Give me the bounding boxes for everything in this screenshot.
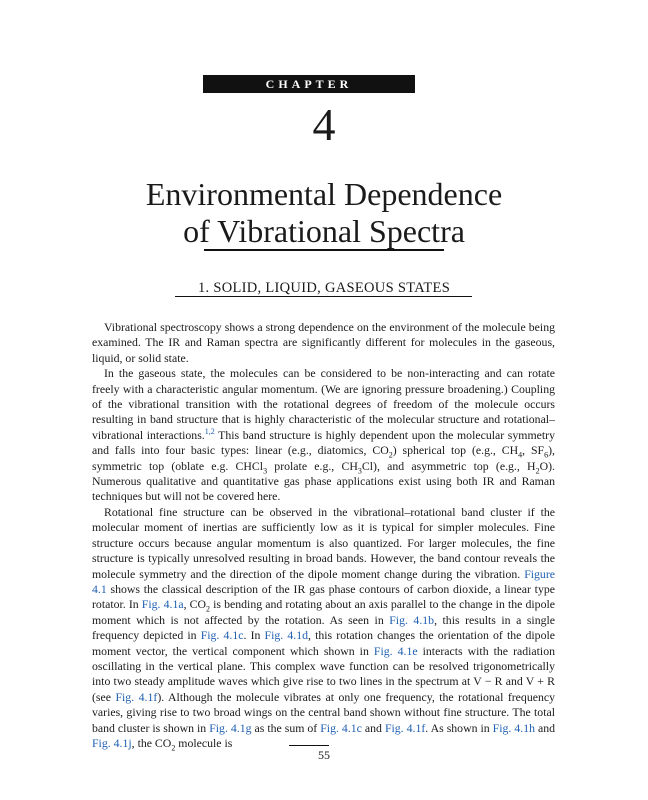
text-run: This band structure is highly dependent upon the molecular symmetry and falls into four basic types: linear (e.g., diatomics, CO xyxy=(92,427,555,458)
text-run: ) spherical top (e.g., CH xyxy=(392,443,519,458)
text-run: Rotational fine structure can be observed in the vibrational–rotational band cluster if the molecular moment of inertias are sufficiently low as it is typical for simpler molecules. Fine structure occurs because angular momentum is also quantized. For larger molecules, the fine structure is typically unresolved resulting in broad bands. However, the band contour reveals the molecule symmetry and the direction of the dipole moment change during the vibration. xyxy=(92,504,555,581)
citation-ref[interactable]: 1,2 xyxy=(204,426,215,436)
section-heading: 1. SOLID, LIQUID, GASEOUS STATES xyxy=(197,280,451,296)
text-run: Cl), and asymmetric top (e.g., H xyxy=(361,458,536,473)
text-run: and xyxy=(535,720,556,735)
subscript: 2 xyxy=(535,466,540,476)
text-run: molecule is xyxy=(175,735,233,750)
chapter-title xyxy=(0,176,648,250)
subscript: 2 xyxy=(206,604,211,614)
subscript: 3 xyxy=(357,466,362,476)
subscript: 3 xyxy=(263,466,268,476)
text-run: In the gaseous state, the molecules can be considered to be non-interacting and can rotate freely with a characteristic angular momentum. (We are ignoring pressure broadening.) Coupling of the vibrational transition with the rotational degrees of freedom of the molecule occurs resulting in band structure that is highly characteristic of the molecular structure and rotational–vibrational interactions. xyxy=(92,366,555,442)
text-run: shows the classical description of the IR gas phase contours of carbon dioxide, a linear type rotator. In xyxy=(92,581,555,612)
text-run: , this results in a single frequency depicted in xyxy=(92,612,555,643)
figure-link[interactable]: Fig. 4.1h xyxy=(492,720,535,735)
paragraph-1: Vibrational spectroscopy shows a strong dependence on the environment of the molecule being examined. The IR and Raman spectra are significantly different for molecules in the gaseous, liquid, or solid state. xyxy=(92,320,555,365)
body-text xyxy=(92,320,555,751)
text-run: , SF xyxy=(522,443,545,458)
figure-link[interactable]: Fig. 4.1d xyxy=(264,628,309,643)
text-run: is bending and rotating about an axis parallel to the change in the dipole moment which is not affected by the rotation. As seen in xyxy=(92,597,555,627)
subscript: 6 xyxy=(544,450,549,460)
chapter-number: 4 xyxy=(312,99,336,150)
text-run: O). Numerous qualitative and quantitative gas phase applications exist using both IR and Raman techniques but will not be covered here. xyxy=(92,458,555,504)
figure-link[interactable]: Fig. 4.1f xyxy=(115,689,158,704)
text-run: interacts with the radiation oscillating in the vertical plane. This complex wave function can be resolved trigonometrically into two steady amplitude waves which give rise to two lines in the spectrum at V − R and V + R (see xyxy=(92,643,555,704)
paragraph-3 xyxy=(92,505,555,752)
chapter-title-line1: Environmental Dependence xyxy=(145,176,503,212)
section-underline xyxy=(175,296,472,297)
figure-link[interactable]: Fig. 4.1e xyxy=(373,643,418,658)
text-run: , this rotation changes the orientation of the dipole moment vector, the vertical component which shown in xyxy=(92,628,555,658)
figure-link[interactable]: Fig. 4.1c xyxy=(200,628,244,643)
chapter-title-line2: of Vibrational Spectra xyxy=(183,213,465,249)
paragraph-2 xyxy=(92,366,555,505)
subscript: 2 xyxy=(171,743,176,753)
chapter-label: CHAPTER xyxy=(203,75,415,93)
figure-link[interactable]: Fig. 4.1a xyxy=(141,597,184,612)
figure-link[interactable]: Fig. 4.1j xyxy=(92,735,132,750)
text-run: . As shown in xyxy=(425,720,493,735)
text-run: as the sum of xyxy=(251,720,321,735)
title-underline xyxy=(204,249,444,251)
text-run: ). Although the molecule vibrates at only one frequency, the rotational frequency varies, giving rise to two broad wings on the central band shown without fine structure. The total band cluster is shown in xyxy=(92,689,555,735)
figure-link[interactable]: Fig. 4.1b xyxy=(389,612,435,627)
text-run: prolate e.g., CH xyxy=(267,458,358,473)
figure-link[interactable]: Fig. 4.1g xyxy=(209,720,252,735)
subscript: 4 xyxy=(518,450,523,460)
text-run: , the CO xyxy=(131,735,172,750)
page-number: 55 xyxy=(318,748,330,762)
page-number-rule xyxy=(289,745,329,746)
figure-link[interactable]: Figure 4.1 xyxy=(92,566,555,596)
text-run: . In xyxy=(243,628,265,643)
text-run: , CO xyxy=(183,597,207,612)
subscript: 2 xyxy=(388,450,393,460)
text-run: and xyxy=(361,720,385,735)
text-run: ), symmetric top (oblate e.g. CHCl xyxy=(92,443,556,473)
figure-link[interactable]: Fig. 4.1c xyxy=(320,720,362,735)
figure-link[interactable]: Fig. 4.1f xyxy=(384,720,426,735)
